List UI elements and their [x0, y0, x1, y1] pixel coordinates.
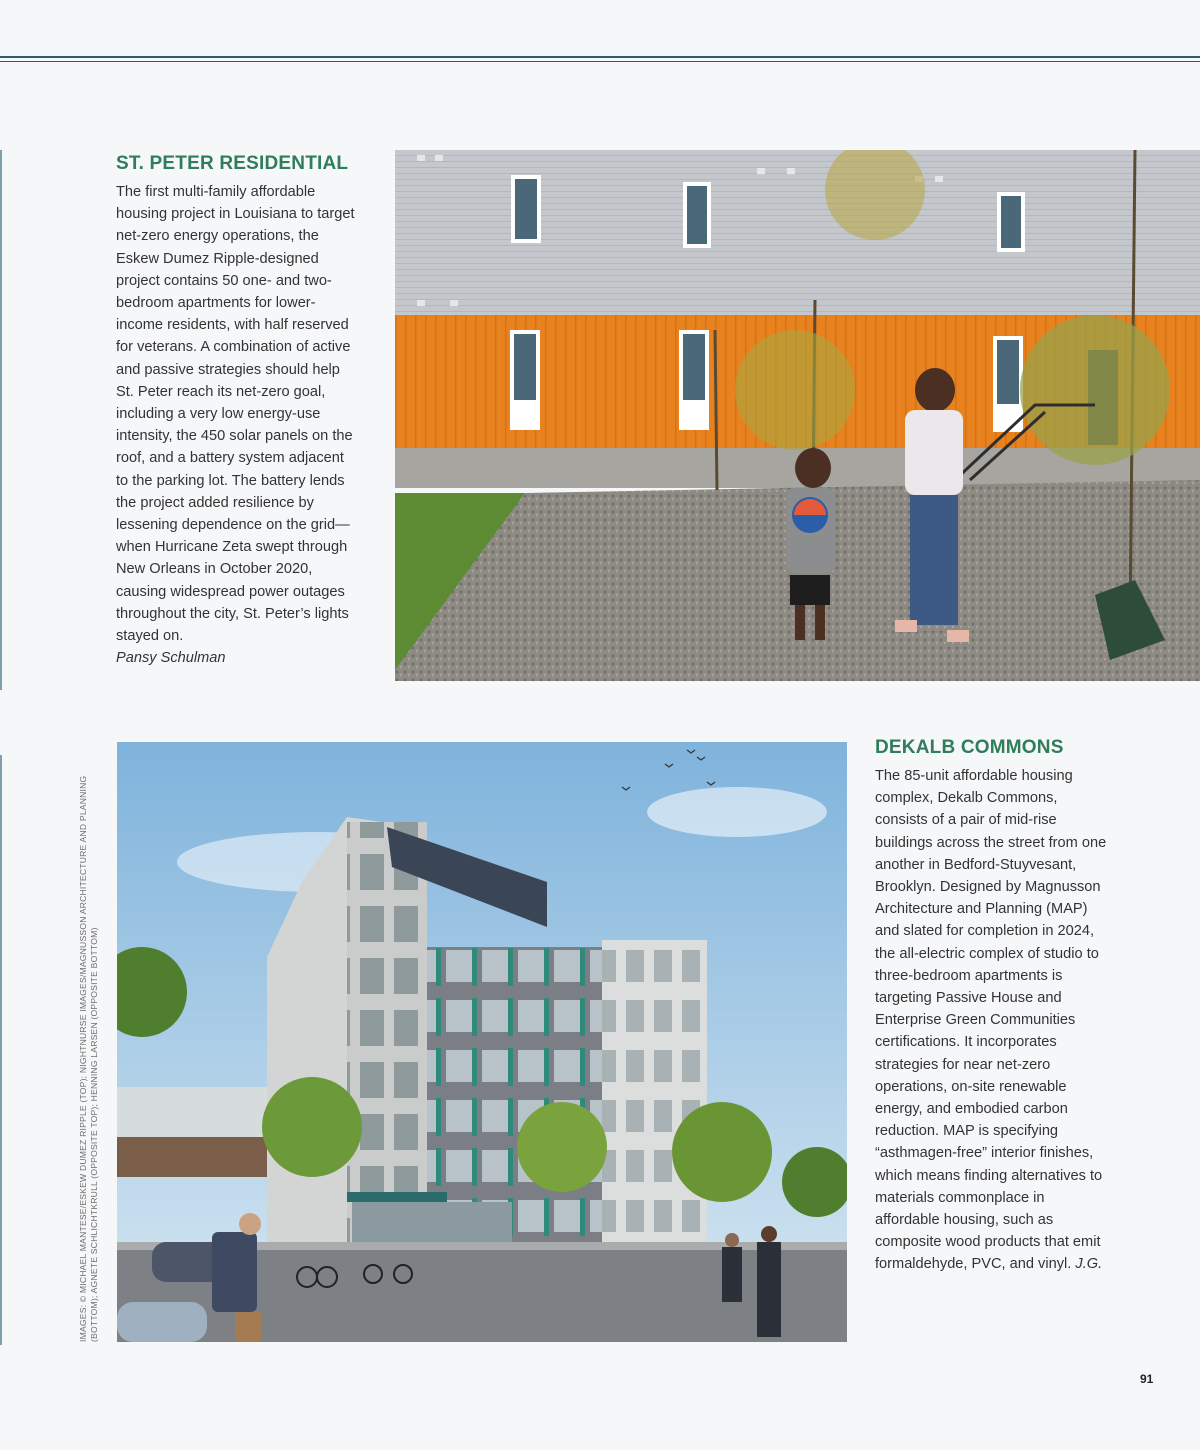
header-rule [0, 56, 1200, 58]
article-heading: ST. PETER RESIDENTIAL [116, 153, 349, 174]
photo-credit: IMAGES: © MICHAEL MANTESE/ESKEW DUMEZ RIPPLE (TOP); NIGHTNURSE IMAGES/MAGNUSSON ARCHITECTURE AND PLANNING (BOTTOM); AGNETE SCHLICHTKRULL (OPPOSITE TOP); HENNING LARSEN (OPPOSITE BOTTOM) [78, 775, 99, 1342]
article-byline: Pansy Schulman [116, 650, 226, 667]
photo-st-peter-children [395, 150, 1200, 681]
header-rule-thin [0, 61, 1200, 62]
photo-dekalb-commons-rendering [117, 742, 847, 1342]
page-edge-line [0, 755, 2, 1345]
article-body: The first multi-family affordable housing project in Louisiana to target net-zero energy operations, the Eskew Dumez Ripple-designed project contains 50 one- and two-bedroom apartments for lower-income residents, with half reserved for veterans. A combination of active and passive strategies should help St. Peter reach its net-zero goal, including a very low energy-use intensity, the 450 solar panels on the roof, and a battery system adjacent to the parking lot. The battery lends the project added resilience by lessening dependence on the grid—when Hurricane Zeta swept through New Orleans in October 2020, causing widespread power outages throughout the city, St. Peter’s lights stayed on. Pansy Schulman [116, 184, 355, 667]
article-heading: DEKALB COMMONS [875, 737, 1064, 758]
page-edge-line [0, 150, 2, 690]
article-st-peter [116, 153, 356, 669]
article-byline: J.G. [1075, 1256, 1103, 1273]
article-dekalb-commons [875, 737, 1107, 1276]
article-body: The 85-unit affordable housing complex, Dekalb Commons, consists of a pair of mid-rise buildings across the street from one another in Bedford-Stuyvesant, Brooklyn. Designed by Magnusson Architecture and Planning (MAP) and slated for completion in 2024, the all-electric complex of studio to three-bedroom apartments is targeting Passive House and Enterprise Green Communities certifications. It incorporates strategies for near net-zero operations, on-site renewable energy, and embodied carbon reduction. MAP is specifying “asthmagen-free” interior finishes, which means finding alternatives to materials commonplace in affordable housing, such as composite wood products that emit formaldehyde, PVC, and vinyl. J.G. [875, 768, 1107, 1273]
page-number: 91 [1140, 1372, 1154, 1386]
